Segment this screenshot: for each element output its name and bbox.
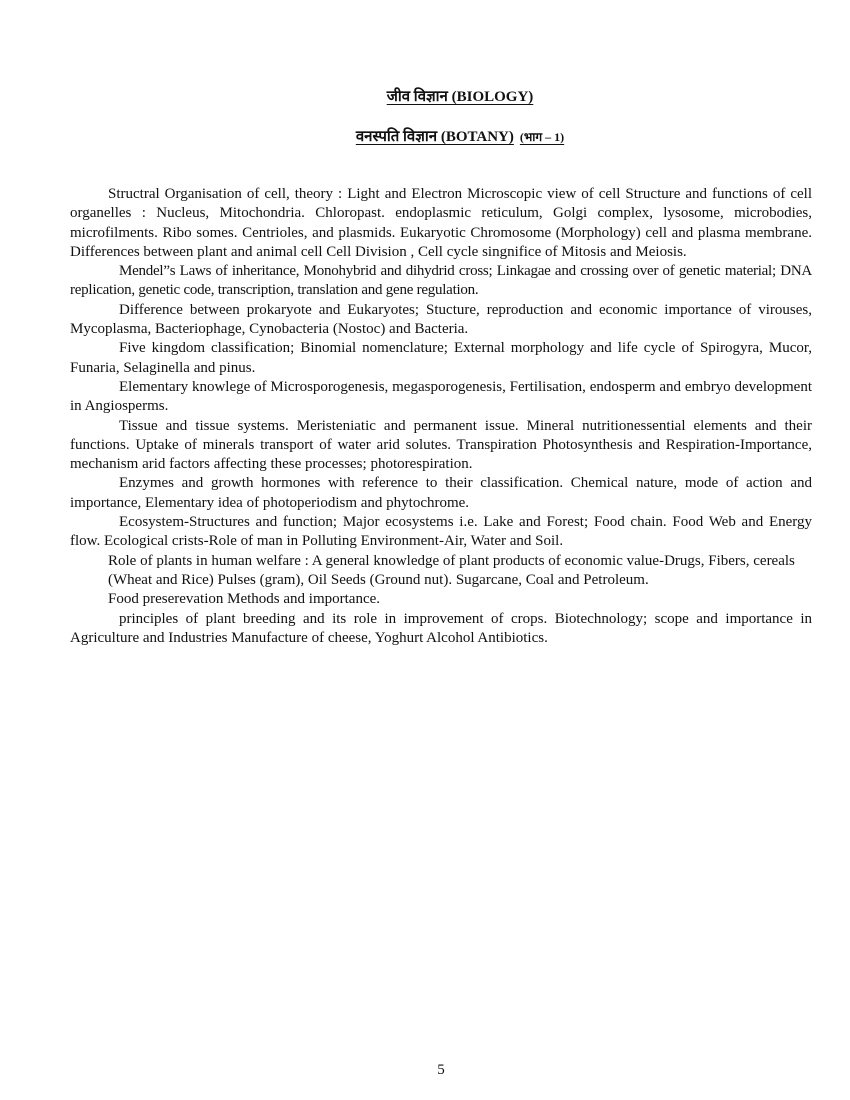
paragraph-classification: Five kingdom classification; Binomial nomenclature; External morphology and life cycle of Spirogyra, Mucor, Funaria, Selaginella and pinus. — [70, 340, 812, 376]
paragraph-cell-organisation: Structral Organisation of cell, theory : Light and Electron Microscopic view of cell Structure and functions of cell organelles : Nucleus, Mitochondria. Chloropast. endoplasmic reticulum, Golgi complex, lysosome, microbodies, microfilments. Ribo somes. Centrioles, and plasmids. Eukaryotic Chromosome (Morphology) cell and plasma membrane. Differences between plant and animal cell Cell Division , Cell cycle singnifice of Mitosis and Meiosis. — [70, 186, 812, 260]
paragraph-plant-physiology: Tissue and tissue systems. Meristeniatic and permanent issue. Mineral nutritionessential elements and their functions. Uptake of minerals transport of water arid solutes. Transpiration Photosynthesis and Respiration-Importance, mechanism arid factors affecting these processes; photorespiration. — [70, 417, 812, 473]
paragraph-crops: (Wheat and Rice) Pulses (gram), Oil Seeds (Ground nut). Sugarcane, Coal and Petroleum. — [108, 571, 649, 588]
paragraph-biotechnology: principles of plant breeding and its role in improvement of crops. Biotechnology; scope and importance in Agriculture and Industries Manufacture of cheese, Yoghurt Alcohol Antibiotics. — [70, 610, 812, 646]
subtitle-main: वनस्पति विज्ञान (BOTANY) — [355, 129, 514, 145]
subtitle-part: (भाग – 1) — [519, 130, 565, 144]
paragraph-genetics: Mendel”s Laws of inheritance, Monohybrid and dihydrid cross; Linkagae and crossing over of genetic material; DNA replication, genetic code, transcription, translation and gene regulation. — [70, 263, 812, 299]
page-title: जीव विज्ञान (BIOLOGY) — [386, 89, 534, 105]
paragraph-enzymes: Enzymes and growth hormones with reference to their classification. Chemical nature, mode of action and importance, Elementary idea of photoperiodism and phytochrome. — [70, 475, 812, 511]
paragraph-ecology: Ecosystem-Structures and function; Major ecosystems i.e. Lake and Forest; Food chain. Food Web and Energy flow. Ecological crists-Role of man in Polluting Environment-Air, Water and Soil. — [70, 514, 812, 550]
page-number: 5 — [437, 1062, 445, 1078]
paragraph-human-welfare: Role of plants in human welfare : A general knowledge of plant products of economic value-Drugs, Fibers, cereals — [108, 552, 795, 569]
syllabus-body — [70, 185, 812, 648]
paragraph-food-preservation: Food preserevation Methods and importance. — [108, 591, 381, 608]
paragraph-reproduction: Elementary knowlege of Microsporogenesis, megasporogenesis, Fertilisation, endosperm and embryo development in Angiosperms. — [70, 378, 812, 415]
page-subtitle — [0, 126, 850, 146]
paragraph-prokaryotes: Difference between prokaryote and Eukaryotes; Stucture, reproduction and economic importance of virouses, Mycoplasma, Bacteriophage, Cynobacteria (Nostoc) and Bacteria. — [70, 301, 812, 338]
